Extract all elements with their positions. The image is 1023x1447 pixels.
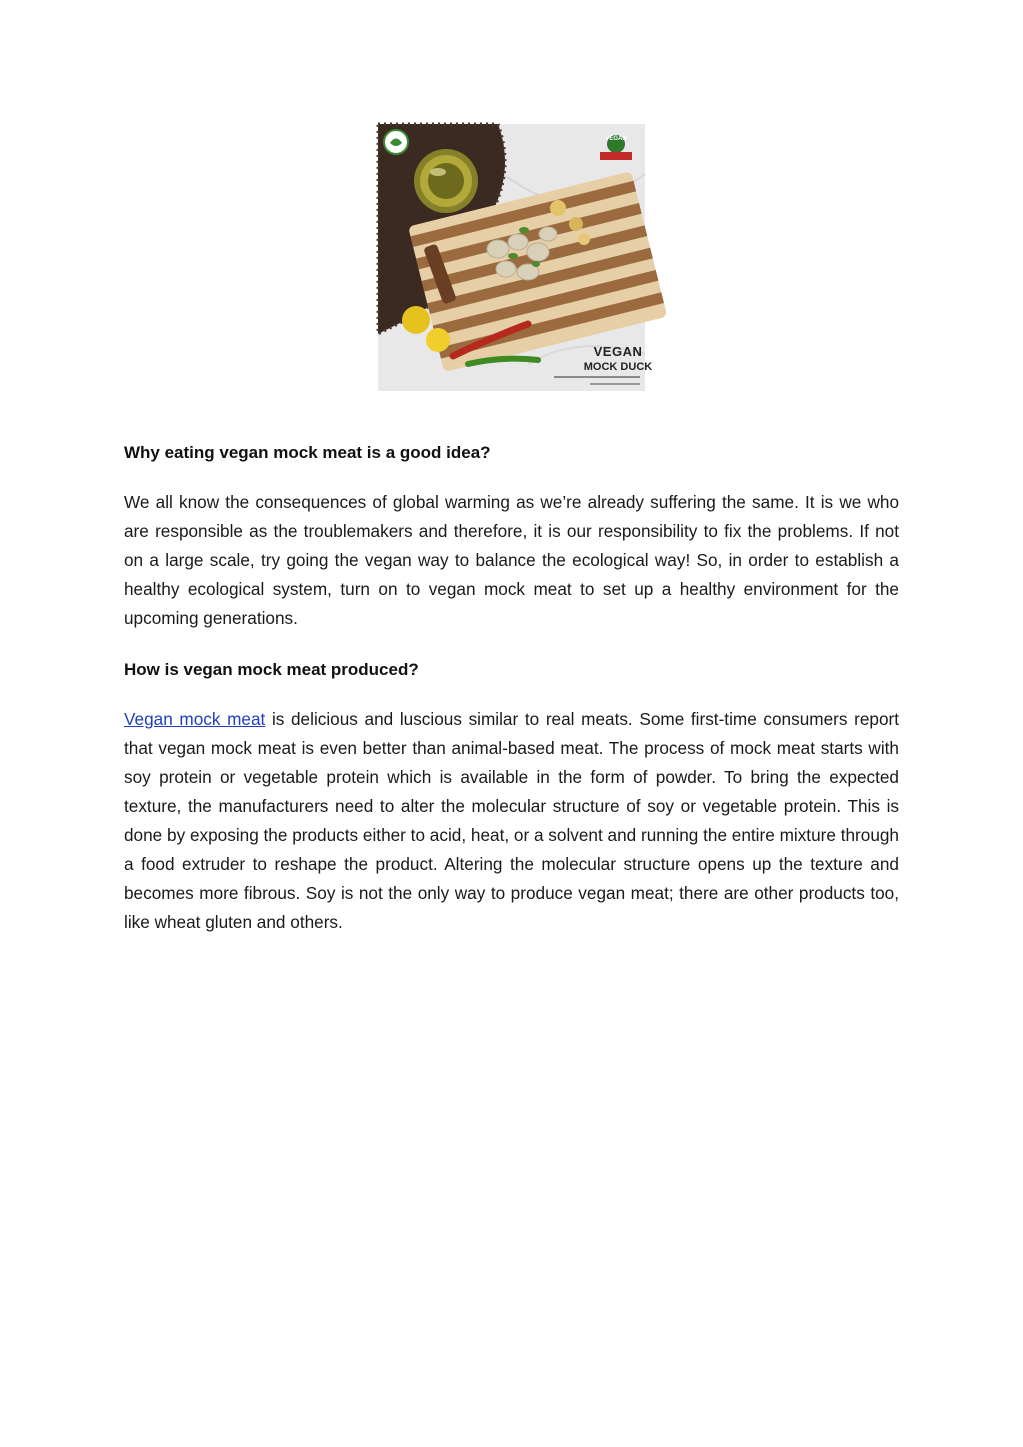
vegan-mock-meat-link[interactable]: Vegan mock meat	[124, 709, 266, 729]
brand-badge-text: VEGAN	[605, 136, 627, 142]
heading-how-produced: How is vegan mock meat produced?	[124, 660, 419, 679]
heading-why-eating-vegan: Why eating vegan mock meat is a good idea?	[124, 443, 491, 462]
vegan-mock-duck-product-image	[378, 124, 653, 391]
image-title-line2: MOCK DUCK	[583, 361, 653, 373]
paragraph-global-warming: We all know the consequences of global warming as we’re already suffering the same. It is we who are responsible as the troublemakers and therefore, it is our responsibility to fix the problems. If not on a large scale, try going the vegan way to balance the ecological way! So, in order to establish a healthy ecological system, turn on to vegan mock meat to set up a healthy environment for the upcoming generations.	[124, 492, 899, 628]
paragraph-production-process	[124, 705, 899, 937]
paragraph-production-text: is delicious and luscious similar to real meats. Some first-time consumers report that vegan mock meat is even better than animal-based meat. The process of mock meat starts with soy protein or vegetable protein which is available in the form of powder. To bring the expected texture, the manufacturers need to alter the molecular structure of soy or vegetable protein. This is done by exposing the products either to acid, heat, or a solvent and running the entire mixture through a food extruder to reshape the product. Altering the molecular structure opens up the texture and becomes more fibrous. Soy is not the only way to produce vegan meat; there are other products too, like wheat gluten and others.	[124, 709, 900, 932]
image-title-line1: VEGAN	[593, 344, 643, 359]
article-body	[124, 440, 899, 937]
